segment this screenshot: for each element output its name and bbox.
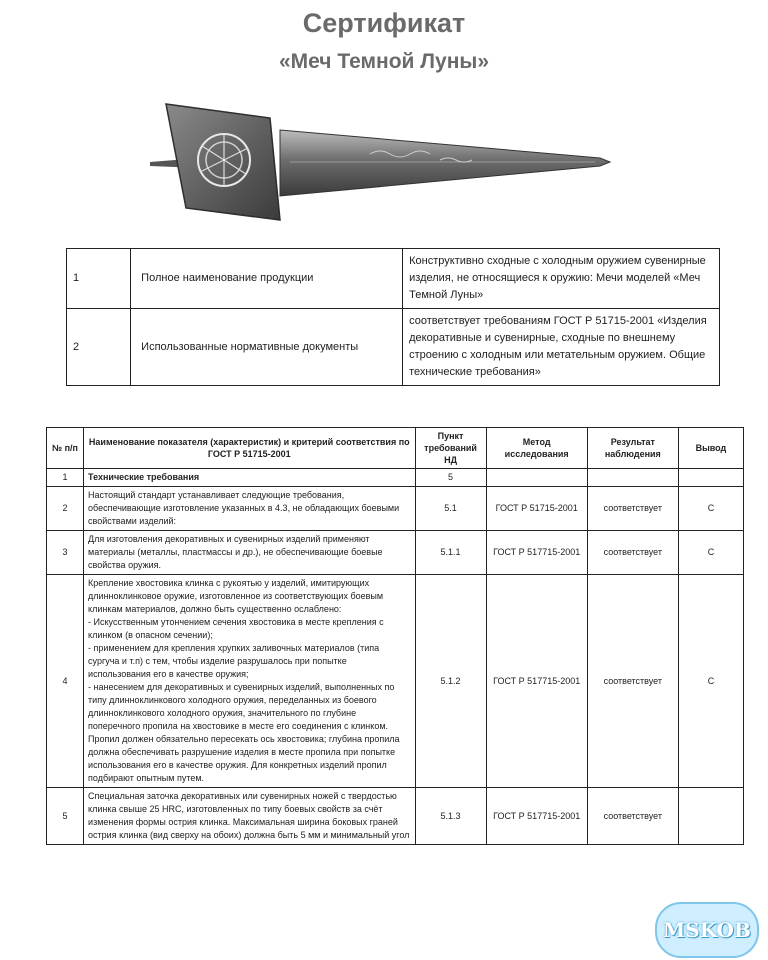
row-requirement: Специальная заточка декоративных или сувенирных ножей с твердостью клинка свыше 25 HRC, изготовленных по типу боевых свойств за счёт изменения формы острия клинка. Максимальная ширина боковых граней острия клинка (вид сверху на обоих) должна быть 5 мм и минимальный угол (84, 788, 415, 845)
row-number: 2 (67, 309, 131, 386)
row-method (486, 469, 587, 487)
row-number: 4 (47, 575, 84, 788)
row-clause: 5.1.3 (415, 788, 486, 845)
table-row (47, 469, 744, 487)
table-row (47, 575, 744, 788)
table-row (67, 249, 720, 309)
product-subtitle: «Меч Темной Луны» (278, 50, 490, 73)
row-value: соответствует требованиям ГОСТ Р 51715-2001 «Изделия декоративные и сувенирные, сходные по внешнему строению с холодным или метательным оружием. Общие технические требования» (403, 309, 720, 386)
table-row (67, 309, 720, 386)
table-row (47, 788, 744, 845)
row-method: ГОСТ Р 517715-2001 (486, 575, 587, 788)
row-clause: 5.1 (415, 487, 486, 531)
row-number: 1 (47, 469, 84, 487)
row-requirement: Для изготовления декоративных и сувенирных изделий применяют материалы (металлы, пластмассы и др.), не обеспечивающие боевые свойства оружия. (84, 531, 415, 575)
row-method: ГОСТ Р 517715-2001 (486, 531, 587, 575)
product-info-table (66, 248, 720, 386)
table-row (47, 487, 744, 531)
row-number: 1 (67, 249, 131, 309)
row-clause: 5.1.1 (415, 531, 486, 575)
row-clause: 5 (415, 469, 486, 487)
row-method: ГОСТ Р 51715-2001 (486, 487, 587, 531)
sword-image (140, 96, 620, 226)
requirements-table (46, 427, 744, 845)
row-requirement: Крепление хвостовика клинка с рукоятью у изделий, имитирующих длинноклинковое оружие, изготовленное из соответствующих боевым клинкам материалов, должно быть существенно ослаблено: - Искусственным утончением сечения хвостовика в месте крепления с клинком (в опасном сечении); - применением для крепления хрупких заливочных материалов (типа сургуча и т.п) с тем, чтобы изделие разрушалось при попытке использования его в качестве оружия; - нанесением для декоративных и сувенирных изделий, выполненных по типу длинноклинкового холодного оружия, переделанных из боевого длинноклинкового холодного оружия, значительного по глубине поперечного пропила на хвостовике в месте его соединения с клинком. Пропил должен обязательно пересекать ось хвостовика; глубина пропила должна обеспечивать разрушение изделия в месте пропила при попытке использования его в качестве оружия. Для конкретных изделий пропил подбирают опытным путем. (84, 575, 415, 788)
row-method: ГОСТ Р 517715-2001 (486, 788, 587, 845)
row-number: 5 (47, 788, 84, 845)
certificate-title: Сертификат (302, 8, 466, 38)
row-conclusion: С (678, 575, 743, 788)
row-conclusion: С (678, 531, 743, 575)
row-result: соответствует (587, 788, 678, 845)
row-conclusion (678, 469, 743, 487)
header-conclusion: Вывод (678, 428, 743, 469)
header-result: Результат наблюдения (587, 428, 678, 469)
row-number: 2 (47, 487, 84, 531)
watermark-logo: MSKOB (655, 902, 759, 958)
row-result: соответствует (587, 575, 678, 788)
table-header-row (47, 428, 744, 469)
table-row (47, 531, 744, 575)
header-method: Метод исследования (486, 428, 587, 469)
row-number: 3 (47, 531, 84, 575)
row-result (587, 469, 678, 487)
row-clause: 5.1.2 (415, 575, 486, 788)
row-requirement: Технические требования (84, 469, 415, 487)
row-conclusion (678, 788, 743, 845)
row-conclusion: С (678, 487, 743, 531)
row-value: Конструктивно сходные с холодным оружием сувенирные изделия, не относящиеся к оружию: Мечи моделей «Меч Темной Луны» (403, 249, 720, 309)
row-label: Использованные нормативные документы (131, 309, 403, 386)
header-clause: Пункт требований НД (415, 428, 486, 469)
header-num: № п/п (47, 428, 84, 469)
row-result: соответствует (587, 487, 678, 531)
header-name: Наименование показателя (характеристик) и критерий соответствия по ГОСТ Р 51715-2001 (84, 428, 415, 469)
row-label: Полное наименование продукции (131, 249, 403, 309)
row-requirement: Настоящий стандарт устанавливает следующие требования, обеспечивающие изготовление указанных в 4.3, не обладающих боевыми свойствами изделий: (84, 487, 415, 531)
row-result: соответствует (587, 531, 678, 575)
